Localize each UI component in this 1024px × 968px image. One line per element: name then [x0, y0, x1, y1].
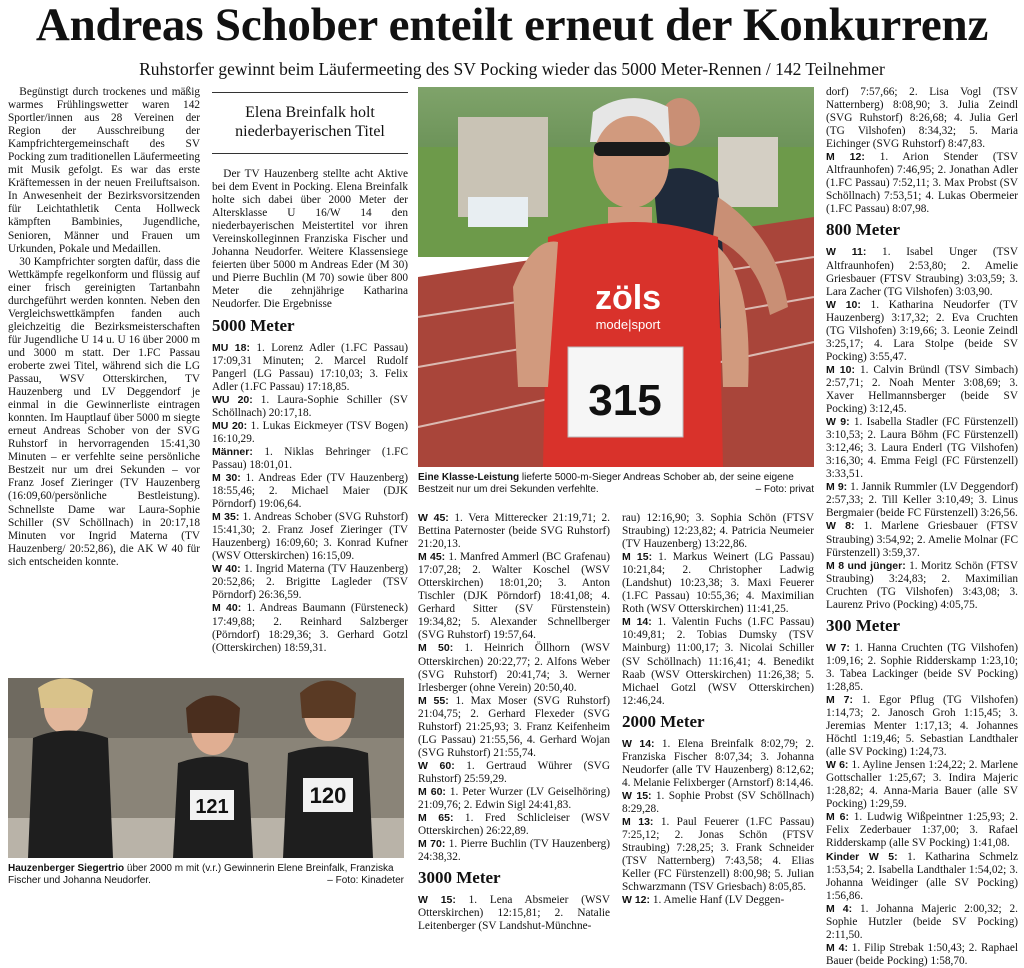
result-entry — [418, 838, 610, 864]
article-column-5 — [826, 86, 1019, 967]
article-column-1 — [8, 86, 200, 670]
headline: Andreas Schober enteilt erneut der Konkurrenz — [35, 0, 989, 51]
article-column-4 — [622, 512, 815, 907]
age-class-label: W 7: — [826, 641, 850, 654]
result-entry — [622, 894, 814, 907]
result-text: 1. Laura-Sophie Schiller (SV Schöllnach) 20:17,18. — [212, 393, 408, 419]
age-class-label: M 12: — [826, 151, 865, 164]
section-heading-2000: 2000 Meter — [622, 711, 705, 731]
result-text: 1. Filip Strebak 1:50,43; 2. Raphael Bauer (beide Pocking) 1:58,70. — [826, 941, 1018, 967]
age-class-label: M 14: — [622, 616, 652, 629]
result-entry — [622, 738, 814, 790]
age-class-label: M 9: — [826, 481, 848, 494]
result-text: 1. Hanna Cruchten (TG Vilshofen) 1:09,16; 2. Sophie Ridderskamp 1:23,10; 3. Tabea Lackinger (beide SV Pocking) 1:28,85. — [826, 641, 1018, 693]
article-column-2 — [212, 92, 408, 676]
result-entry — [418, 512, 610, 551]
result-text: 1. Andreas Baumann (Fürsteneck) 17:49,88; 2. Reinhard Salzberger (Pörndorf) 18:29,36; 3. Gerhard Gotzl (Otterskirchen) 18:59,31. — [212, 602, 408, 654]
result-entry — [826, 86, 1018, 151]
result-entry — [826, 416, 1018, 481]
result-entry — [418, 894, 610, 933]
age-class-label: M 50: — [418, 642, 454, 655]
age-class-label: W 11: — [826, 246, 867, 259]
result-text: 1. Heinrich Öllhorn (WSV Otterskirchen) 20:22,77; 2. Alfons Weber (SVG Ruhstorf) 20:41,74; 3. Werner Irlesberger (ohne Verein) 20:50,40. — [418, 642, 610, 694]
result-text: 1. Paul Feuerer (1.FC Passau) 7:25,12; 2. Jonas Schön (FTSV Straubing) 7:28,25; 3. Frank Schneider (TSV Natternberg) 7:43,58; 4. Elias Keller (FC Fürstenzell) 8:00,98; 5. Julian Schwarzmann (TSV Griesbach) 8:05,85. — [622, 815, 815, 894]
age-class-label: W 14: — [622, 737, 655, 750]
age-class-label: M 13: — [622, 815, 654, 828]
result-text: 1. Lukas Eickmeyer (TSV Bogen) 16:10,29. — [212, 419, 408, 445]
paragraph-2: 30 Kampfrichter sorgten dafür, dass die Wettkämpfe regelkonform und flüssig auf einer frisch gereinigten Tartanbahn durchgeführt werden konnten. Neben den Vergleichswettkämpfen fanden auch gleichzeitig die Bezirksmeisterschaften für Jugendliche U 14 u. U 16 über 2000 m und 3000 m statt. Der 1.FC Passau eroberte zwei Titel, während sich die LG Passau, WSV Otterskirchen, TV Hauzenberg und LV Deggendorf je einmal in die Gewinnerliste eintragen konnten. Im Hauptlauf über 5000 m siegte erneut Andreas Schober von der SVG Ruhstorf in hervorragenden 15:41,30 Minuten – er verfehlte seine persönliche Bestzeit nur um drei Sekunden – vor Franz Josef Zieringer (TV Hauzenberg (16:09,60/persönliche Bestleistung). Schnellste Dame war Laura-Sophie Schiller (SV Schöllnach) in 20:17,18 Minuten vor Ingrid Materna (TV Hauzenberg/ 20:52,86), die AK W 40 für sich entscheiden konnte. — [8, 255, 200, 568]
result-text: 1. Jannik Rummler (LV Deggendorf) 2:57,33; 2. Till Keller 3:10,49; 3. Linus Bergmaier (beide FC Fürstenzell) 3:26,56. — [826, 481, 1018, 520]
age-class-label: M 15: — [622, 551, 653, 564]
age-class-label: MU 20: — [212, 419, 248, 432]
result-text: 1. Ludwig Wißpeintner 1:25,93; 2. Felix Zederbauer 1:37,00; 3. Rafael Ridderskamp (alle SV Pocking) 1:41,08. — [826, 811, 1019, 850]
age-class-label: Männer: — [212, 445, 253, 458]
result-text: 1. Amelie Hanf (LV Deggen- — [650, 894, 785, 907]
result-entry — [826, 151, 1018, 216]
age-class-label: M 40: — [212, 602, 242, 615]
age-class-label: W 15: — [418, 894, 456, 907]
result-text: 1. Johanna Majeric 2:00,32; 2. Sophie Hutzler (beide SV Pocking) 2:11,50. — [826, 902, 1018, 941]
result-entry — [622, 790, 814, 816]
result-entry — [826, 903, 1018, 942]
result-entry — [826, 942, 1018, 968]
result-entry — [212, 446, 408, 472]
bib-121: 121 — [195, 796, 229, 818]
section-heading-3000: 3000 Meter — [418, 868, 501, 888]
result-entry — [826, 246, 1018, 298]
result-entry — [212, 420, 408, 446]
main-photo-caption — [418, 472, 814, 496]
result-entry — [826, 811, 1018, 850]
result-text: 1. Manfred Ammerl (BC Grafenau) 17:07,28; 2. Walter Koschel (WSV Otterskirchen) 18:01,20; 3. Anton Tischler (DJK Pörndorf) 18:41,08; 4. Gerhard Sitter (SV Fürstenstein) 19:34,82; 5. Alexander Schnellberger (SVG Ruhstorf) 19:57,64. — [418, 551, 610, 642]
photo-credit: – Foto: privat — [755, 484, 814, 495]
girls-photo-illustration — [8, 678, 404, 858]
team-photo — [8, 678, 404, 858]
section-heading-5000: 5000 Meter — [212, 315, 295, 335]
result-text: 1. Andreas Schober (SVG Ruhstorf) 15:41,30; 2. Franz Josef Zieringer (TV Hauzenberg) 16:09,60; 3. Konrad Kufner (WSV Otterskirchen) 16:15,09. — [212, 511, 409, 563]
results-300 — [826, 642, 1018, 968]
result-text: 1. Katharina Schmelz 1:53,54; 2. Isabella Landthaler 1:54,02; 3. Johanna Weidinger (alle SV Pocking) 1:56,86. — [826, 850, 1018, 902]
result-text: 1. Vera Mitterecker 21:19,71; 2. Bettina Paternoster (beide SVG Ruhstorf) 21:20,13. — [418, 512, 610, 551]
result-text: 1. Pierre Buchlin (TV Hauzenberg) 24:38,32. — [418, 838, 610, 864]
result-text: 1. Andreas Eder (TV Hauzenberg) 18:55,46; 2. Michael Maier (DJK Pörndorf) 19:06,64. — [212, 471, 409, 511]
age-class-label: W 40: — [212, 563, 241, 576]
section-heading-300: 300 Meter — [826, 615, 901, 635]
result-text: 1. Marlene Griesbauer (FTSV Straubing) 3:54,92; 2. Amelie Molnar (FC Fürstenzell) 3:59,37. — [826, 520, 1018, 559]
results-col3 — [418, 512, 610, 864]
result-entry — [212, 511, 408, 563]
age-class-label: M 45: — [418, 551, 446, 564]
age-class-label: M 70: — [418, 838, 446, 851]
result-entry — [418, 760, 610, 786]
result-entry — [826, 481, 1018, 520]
age-class-label: WU 20: — [212, 393, 253, 406]
age-class-label: W 60: — [418, 759, 455, 772]
age-class-label: W 12: — [622, 894, 651, 907]
team-photo-caption — [8, 863, 404, 887]
result-entry — [826, 299, 1018, 364]
result-entry — [826, 694, 1018, 759]
results-5000 — [212, 342, 408, 655]
bib-120: 120 — [309, 783, 347, 808]
result-entry — [826, 642, 1018, 694]
age-class-label: M 8 und jünger: — [826, 559, 906, 572]
result-entry — [826, 364, 1018, 416]
result-entry — [622, 616, 814, 707]
result-text: 1. Lena Absmeier (WSV Otterskirchen) 12:15,81; 2. Natalie Leitenberger (SV Landshut-Münchne- — [418, 894, 610, 933]
result-text: 1. Fred Schlicleiser (WSV Otterskirchen) 26:22,89. — [418, 812, 610, 838]
age-class-label: M 10: — [826, 363, 855, 376]
result-text: 1. Markus Weinert (LG Passau) 10:21,84; 2. Christopher Ladwig (Landshut) 10:23,38; 3. Maxi Feuerer (1.FC Passau) 10:55,36; 4. Maximilian Roth (WSV Otterskirchen) 11:41,25. — [622, 551, 815, 616]
result-entry — [622, 512, 814, 551]
result-text: 1. Sophie Probst (SV Schöllnach) 8:29,28. — [622, 789, 814, 815]
caption-lead: Eine Klasse-Leistung — [418, 472, 520, 483]
caption-text: lieferte 5000-m-Sieger Andreas Schober ab, der seine eigene Bestzeit nur um drei Sekunden verfehlte. — [418, 472, 794, 495]
team-caption-text: über 2000 m mit (v.r.) Gewinnerin Elene Breinfalk, Franziska Fischer und Johanna Neudorfer. — [8, 863, 394, 886]
main-photo — [418, 87, 814, 467]
age-class-label: W 45: — [418, 512, 449, 524]
age-class-label: M 6: — [826, 811, 849, 824]
age-class-label: W 6: — [826, 759, 849, 772]
result-text: 1. Egor Pflug (TG Vilshofen) 1:14,73; 2. Janosch Groh 1:15,45; 3. Jeremias Menter 1:17,13; 4. Johannes Höchtl 1:19,46; 5. Sebastian Landthaler (alle SV Pocking) 1:24,73. — [826, 693, 1018, 759]
result-entry — [826, 851, 1018, 903]
result-entry — [826, 560, 1018, 612]
result-text: 1. Isabella Stadler (FC Fürstenzell) 3:10,53; 2. Laura Böhm (FC Fürstenzell) 3:12,46; 3. Laura Enderl (TG Vilshofen) 3:16,30; 4. Emma Feigl (FC Fürstenzell) 3:33,51. — [826, 416, 1018, 481]
results-col4 — [622, 512, 814, 708]
age-class-label: M 30: — [212, 471, 241, 484]
result-entry — [212, 394, 408, 420]
age-class-label: W 15: — [622, 789, 652, 802]
result-entry — [826, 520, 1018, 559]
age-class-label: W 8: — [826, 520, 855, 533]
age-class-label: M 4: — [826, 941, 848, 954]
age-class-label: M 55: — [418, 694, 449, 707]
result-entry — [622, 551, 814, 616]
result-text: 1. Isabel Unger (TSV Altfraunhofen) 2:53,80; 2. Amelie Griesbauer (FTSV Straubing) 3:03,59; 3. Lara Zacher (TG Vilshofen) 3:03,90. — [826, 246, 1018, 298]
result-text: 1. Max Moser (SVG Ruhstorf) 21:04,75; 2. Gerhard Flexeder (SVG Ruhstorf) 21:25,93; 3. Franz Keifenheim (LG Passau) 21:55,56, 4. Gerhard Wojan (SVG Ruhstorf) 21:55,74. — [418, 694, 610, 759]
shirt-subbrand: mode|sport — [595, 317, 661, 332]
result-text: 1. Niklas Behringer (1.FC Passau) 18:01,01. — [212, 445, 408, 471]
team-photo-credit: – Foto: Kinadeter — [327, 875, 404, 886]
age-class-label: M 4: — [826, 902, 853, 915]
team-caption-lead: Hauzenberger Siegertrio — [8, 863, 125, 874]
results-col5-top — [826, 86, 1018, 216]
info-box-title: Elena Breinfalk holt niederbayerischen Titel — [212, 92, 408, 154]
result-entry — [418, 786, 610, 812]
result-text: 1. Moritz Schön (FTSV Straubing) 3:24,83; 2. Maximilian Cruchten (TG Vilshofen) 3:43,08; 3. Laurenz Privo (Pocking) 4:05,75. — [826, 559, 1018, 611]
result-entry — [212, 472, 408, 511]
age-class-label: W 10: — [826, 298, 861, 311]
result-text: 1. Katharina Neudorfer (TV Hauzenberg) 3:17,32; 2. Eva Cruchten (TG Vilshofen) 3:19,66; 3. Leonie Zeindl 3:25,17; 4. Lara Stolpe (beide SV Pocking) 3:55,47. — [826, 298, 1019, 363]
result-text: 1. Valentin Fuchs (1.FC Passau) 10:49,81; 2. Tobias Dumsky (TSV Mainburg) 11:00,17; 3. Nicolai Schiller (SV Schöllnach) 11:16,41; 4. Benedikt Raab (WSV Otterskirchen) 11:26,38; 5. Michael Gotzl (WSV Otterskirchen) 12:46,24. — [622, 616, 815, 707]
age-class-label: M 65: — [418, 812, 454, 825]
age-class-label: Kinder W 5: — [826, 850, 898, 863]
result-text: 1. Ingrid Materna (TV Hauzenberg) 20:52,86; 2. Brigitte Lagleder (TSV Pörndorf) 26:36,59. — [212, 563, 408, 602]
box-intro: Der TV Hauzenberg stellte acht Aktive bei dem Event in Pocking. Elena Breinfalk holte sich dabei über 2000 Meter der Altersklasse U 16/W 14 den niederbayerischen Meistertitel vor ihren Vereinskolleginnen Franziska Fischer und Johanna Neudorfer. Weitere Klassensiege feierten über 5000 m Andreas Eder (M 30) und Pierre Buchlin (M 70) sowie über 800 Meter die zehnjährige Katharina Neudorfer. Die Ergebnisse — [212, 168, 408, 311]
paragraph-1: Begünstigt durch trockenes und mäßig warmes Frühlingswetter waren 142 Sportler/innen aus 28 Vereinen der Region der Ausschreibung der Kampfrichtergemeinschaft des SV Pocking zum traditionellen Läufermeeting mit Musik gefolgt. Es war das erste Kräftemessen in der neuen Freiluftsaison. In Anwesenheit der Bezirksvorsitzenden für Leichtathletik Centa Hollweck kämpften Bambinies, Jugendliche, Senioren, Männer und Frauen um Urkunden, Pokale und Medaillen. — [8, 86, 200, 255]
result-entry — [212, 563, 408, 602]
result-entry — [418, 551, 610, 642]
result-entry — [418, 642, 610, 694]
result-entry — [418, 812, 610, 838]
result-text: rau) 12:16,90; 3. Sophia Schön (FTSV Straubing) 12:23,82; 4. Patricia Neumeier (TV Hauzenberg) 13:22,86. — [622, 512, 814, 551]
result-entry — [826, 759, 1018, 811]
article-column-3 — [418, 512, 610, 933]
results-3000 — [418, 894, 610, 933]
age-class-label: W 9: — [826, 416, 850, 429]
result-text: 1. Lorenz Adler (1.FC Passau) 17:09,31 Minuten; 2. Marcel Rudolf Pangerl (LG Passau) 17:10,03; 3. Felix Adler (1.FC Passau) 17:18,85. — [212, 341, 408, 393]
bib-number: 315 — [588, 376, 662, 425]
results-800 — [826, 246, 1018, 611]
result-text: 1. Gertraud Wührer (SVG Ruhstorf) 25:59,29. — [418, 759, 610, 785]
result-text: 1. Elena Breinfalk 8:02,79; 2. Franziska Fischer 8:07,34; 3. Johanna Neudorfer (alle TV Hauzenberg) 8:12,62; 4. Melanie Felixberger (Arnstorf) 8:14,46. — [622, 737, 814, 789]
age-class-label: M 35: — [212, 511, 240, 524]
result-text: 1. Calvin Bründl (TSV Simbach) 2:57,71; 2. Noah Menter 3:08,69; 3. Xaver Hellmannsberger (beide SV Pocking) 3:12,45. — [826, 363, 1018, 416]
runner-photo-illustration — [418, 87, 814, 467]
result-entry — [212, 602, 408, 654]
result-text: 1. Ayline Jensen 1:24,22; 2. Marlene Gottschaller 1:25,67; 3. Indira Majeric 1:28,82; 4. Anna-Maria Bauer (alle SV Pocking) 1:29,59. — [826, 759, 1018, 811]
subheadline: Ruhstorfer gewinnt beim Läufermeeting des SV Pocking wieder das 5000 Meter-Rennen / 142 Teilnehmer — [139, 59, 885, 79]
result-entry — [212, 342, 408, 394]
result-text: dorf) 7:57,66; 2. Lisa Vogl (TSV Natternberg) 8:08,90; 3. Julia Zeindl (SVG Ruhstorf) 8:26,68; 4. Julia Gerl (TG Vilshofen) 8:34,32; 5. Maria Eichinger (SVG Ruhstorf) 8:47,83. — [826, 86, 1018, 151]
result-entry — [622, 816, 814, 894]
shirt-brand: zöls — [594, 279, 662, 317]
age-class-label: M 60: — [418, 785, 446, 798]
section-heading-800: 800 Meter — [826, 220, 901, 240]
result-text: 1. Arion Stender (TSV Altfraunhofen) 7:46,95; 2. Jonathan Adler (1.FC Passau) 7:52,11; 3. Max Probst (SV Schöllnach) 7:53,51; 4. Lukas Obermeier (1.FC Passau) 8:07,98. — [826, 151, 1018, 216]
age-class-label: MU 18: — [212, 341, 250, 354]
age-class-label: M 7: — [826, 693, 853, 706]
result-entry — [418, 695, 610, 760]
results-2000 — [622, 738, 814, 908]
result-text: 1. Peter Wurzer (LV Geiselhöring) 21:09,76; 2. Edwin Sigl 24:41,83. — [418, 785, 610, 812]
